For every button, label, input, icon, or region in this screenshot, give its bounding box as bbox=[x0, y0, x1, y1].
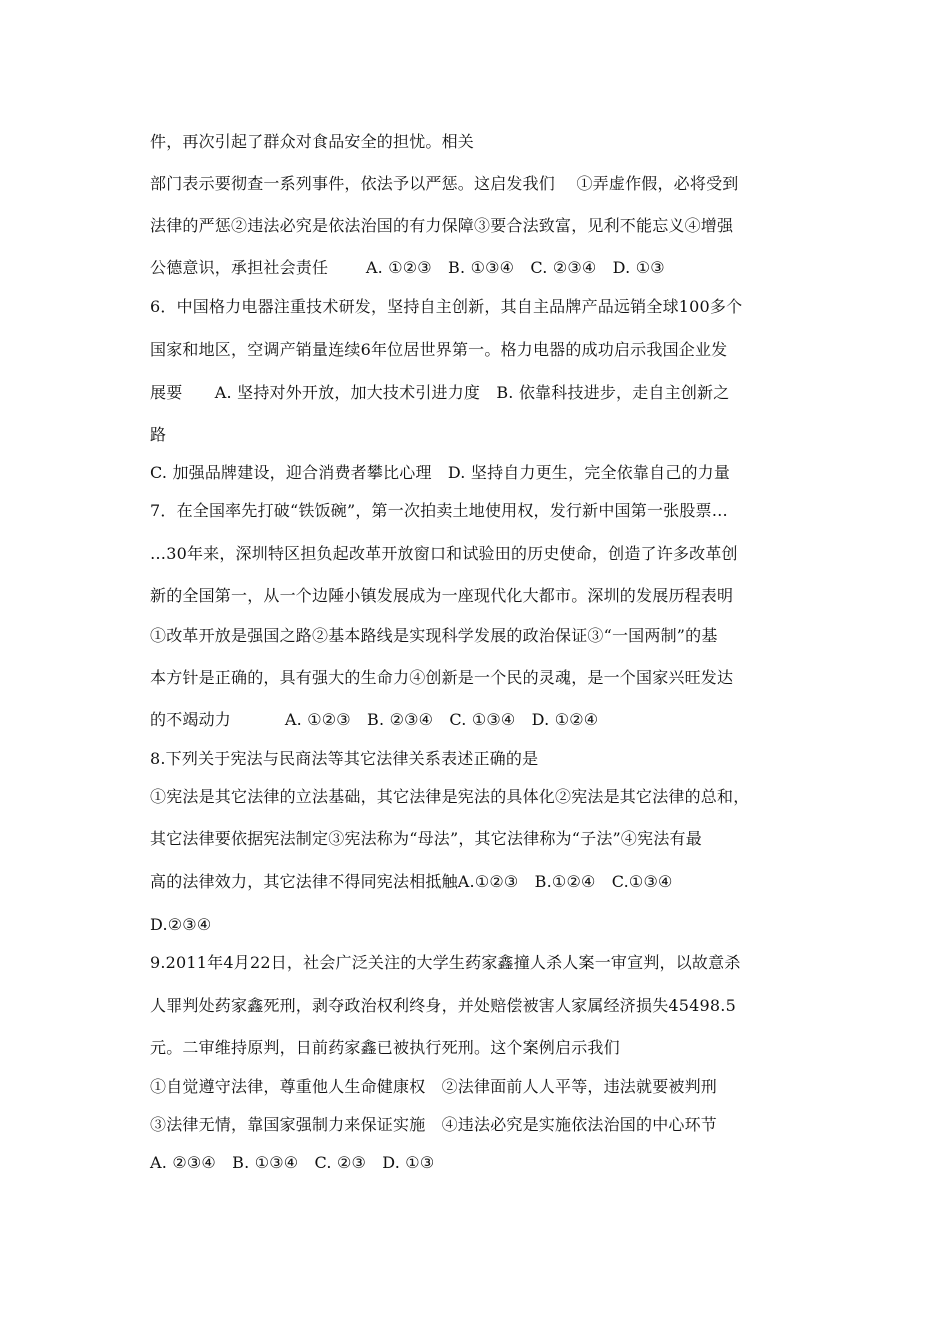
text-line: ③法律无情，靠国家强制力来保证实施 ④违法必究是实施依法治国的中心环节 bbox=[150, 1115, 718, 1134]
text-line: 的不竭动力 A. ①②③ B. ②③④ C. ①③④ D. ①②④ bbox=[150, 710, 599, 729]
text-line: 路 bbox=[150, 425, 167, 444]
text-line: …30年来，深圳特区担负起改革开放窗口和试验田的历史使命，创造了许多改革创 bbox=[150, 544, 738, 563]
text-line: 法律的严惩②违法必究是依法治国的有力保障③要合法致富，见利不能忘义④增强 bbox=[150, 216, 734, 235]
text-line: 元。二审维持原判，日前药家鑫已被执行死刑。这个案例启示我们 bbox=[150, 1038, 620, 1057]
text-line: C. 加强品牌建设，迎合消费者攀比心理 D. 坚持自力更生，完全依靠自己的力量 bbox=[150, 463, 731, 482]
text-line: D.②③④ bbox=[150, 915, 212, 934]
text-line: 展要 A. 坚持对外开放，加大技术引进力度 B. 依靠科技进步，走自主创新之 bbox=[150, 383, 730, 402]
question-7-stem: 7．在全国率先打破“铁饭碗”，第一次拍卖土地使用权，发行新中国第一张股票… bbox=[150, 501, 728, 520]
text-line: ①改革开放是强国之路②基本路线是实现科学发展的政治保证③“一国两制”的基 bbox=[150, 626, 718, 645]
text-line: 人罪判处药家鑫死刑，剥夺政治权利终身，并处赔偿被害人家属经济损失45498.5 bbox=[150, 996, 736, 1015]
text-line: 国家和地区，空调产销量连续6年位居世界第一。格力电器的成功启示我国企业发 bbox=[150, 340, 728, 359]
text-line: ①自觉遵守法律，尊重他人生命健康权 ②法律面前人人平等，违法就要被判刑 bbox=[150, 1077, 718, 1096]
text-line: 部门表示要彻查一系列事件，依法予以严惩。这启发我们 ①弄虚作假，必将受到 bbox=[150, 174, 739, 193]
text-line: ①宪法是其它法律的立法基础，其它法律是宪法的具体化②宪法是其它法律的总和， bbox=[150, 787, 750, 806]
text-line: 新的全国第一，从一个边陲小镇发展成为一座现代化大都市。深圳的发展历程表明 bbox=[150, 586, 734, 605]
text-line: 高的法律效力，其它法律不得同宪法相抵触A.①②③ B.①②④ C.①③④ bbox=[150, 872, 673, 891]
question-8-stem: 8.下列关于宪法与民商法等其它法律关系表述正确的是 bbox=[150, 749, 539, 768]
text-line: 本方针是正确的，具有强大的生命力④创新是一个民的灵魂，是一个国家兴旺发达 bbox=[150, 668, 734, 687]
text-line: 其它法律要依据宪法制定③宪法称为“母法”，其它法律称为“子法”④宪法有最 bbox=[150, 829, 702, 848]
text-line: 公德意识，承担社会责任 A. ①②③ B. ①③④ C. ②③④ D. ①③ bbox=[150, 258, 665, 277]
question-9-stem: 9.2011年4月22日，社会广泛关注的大学生药家鑫撞人杀人案一审宣判，以故意杀 bbox=[150, 953, 741, 972]
text-line: 件，再次引起了群众对食品安全的担忧。相关 bbox=[150, 132, 475, 151]
question-6-stem: 6．中国格力电器注重技术研发，坚持自主创新，其自主品牌产品远销全球100多个 bbox=[150, 297, 743, 316]
text-line: A. ②③④ B. ①③④ C. ②③ D. ①③ bbox=[150, 1153, 435, 1172]
